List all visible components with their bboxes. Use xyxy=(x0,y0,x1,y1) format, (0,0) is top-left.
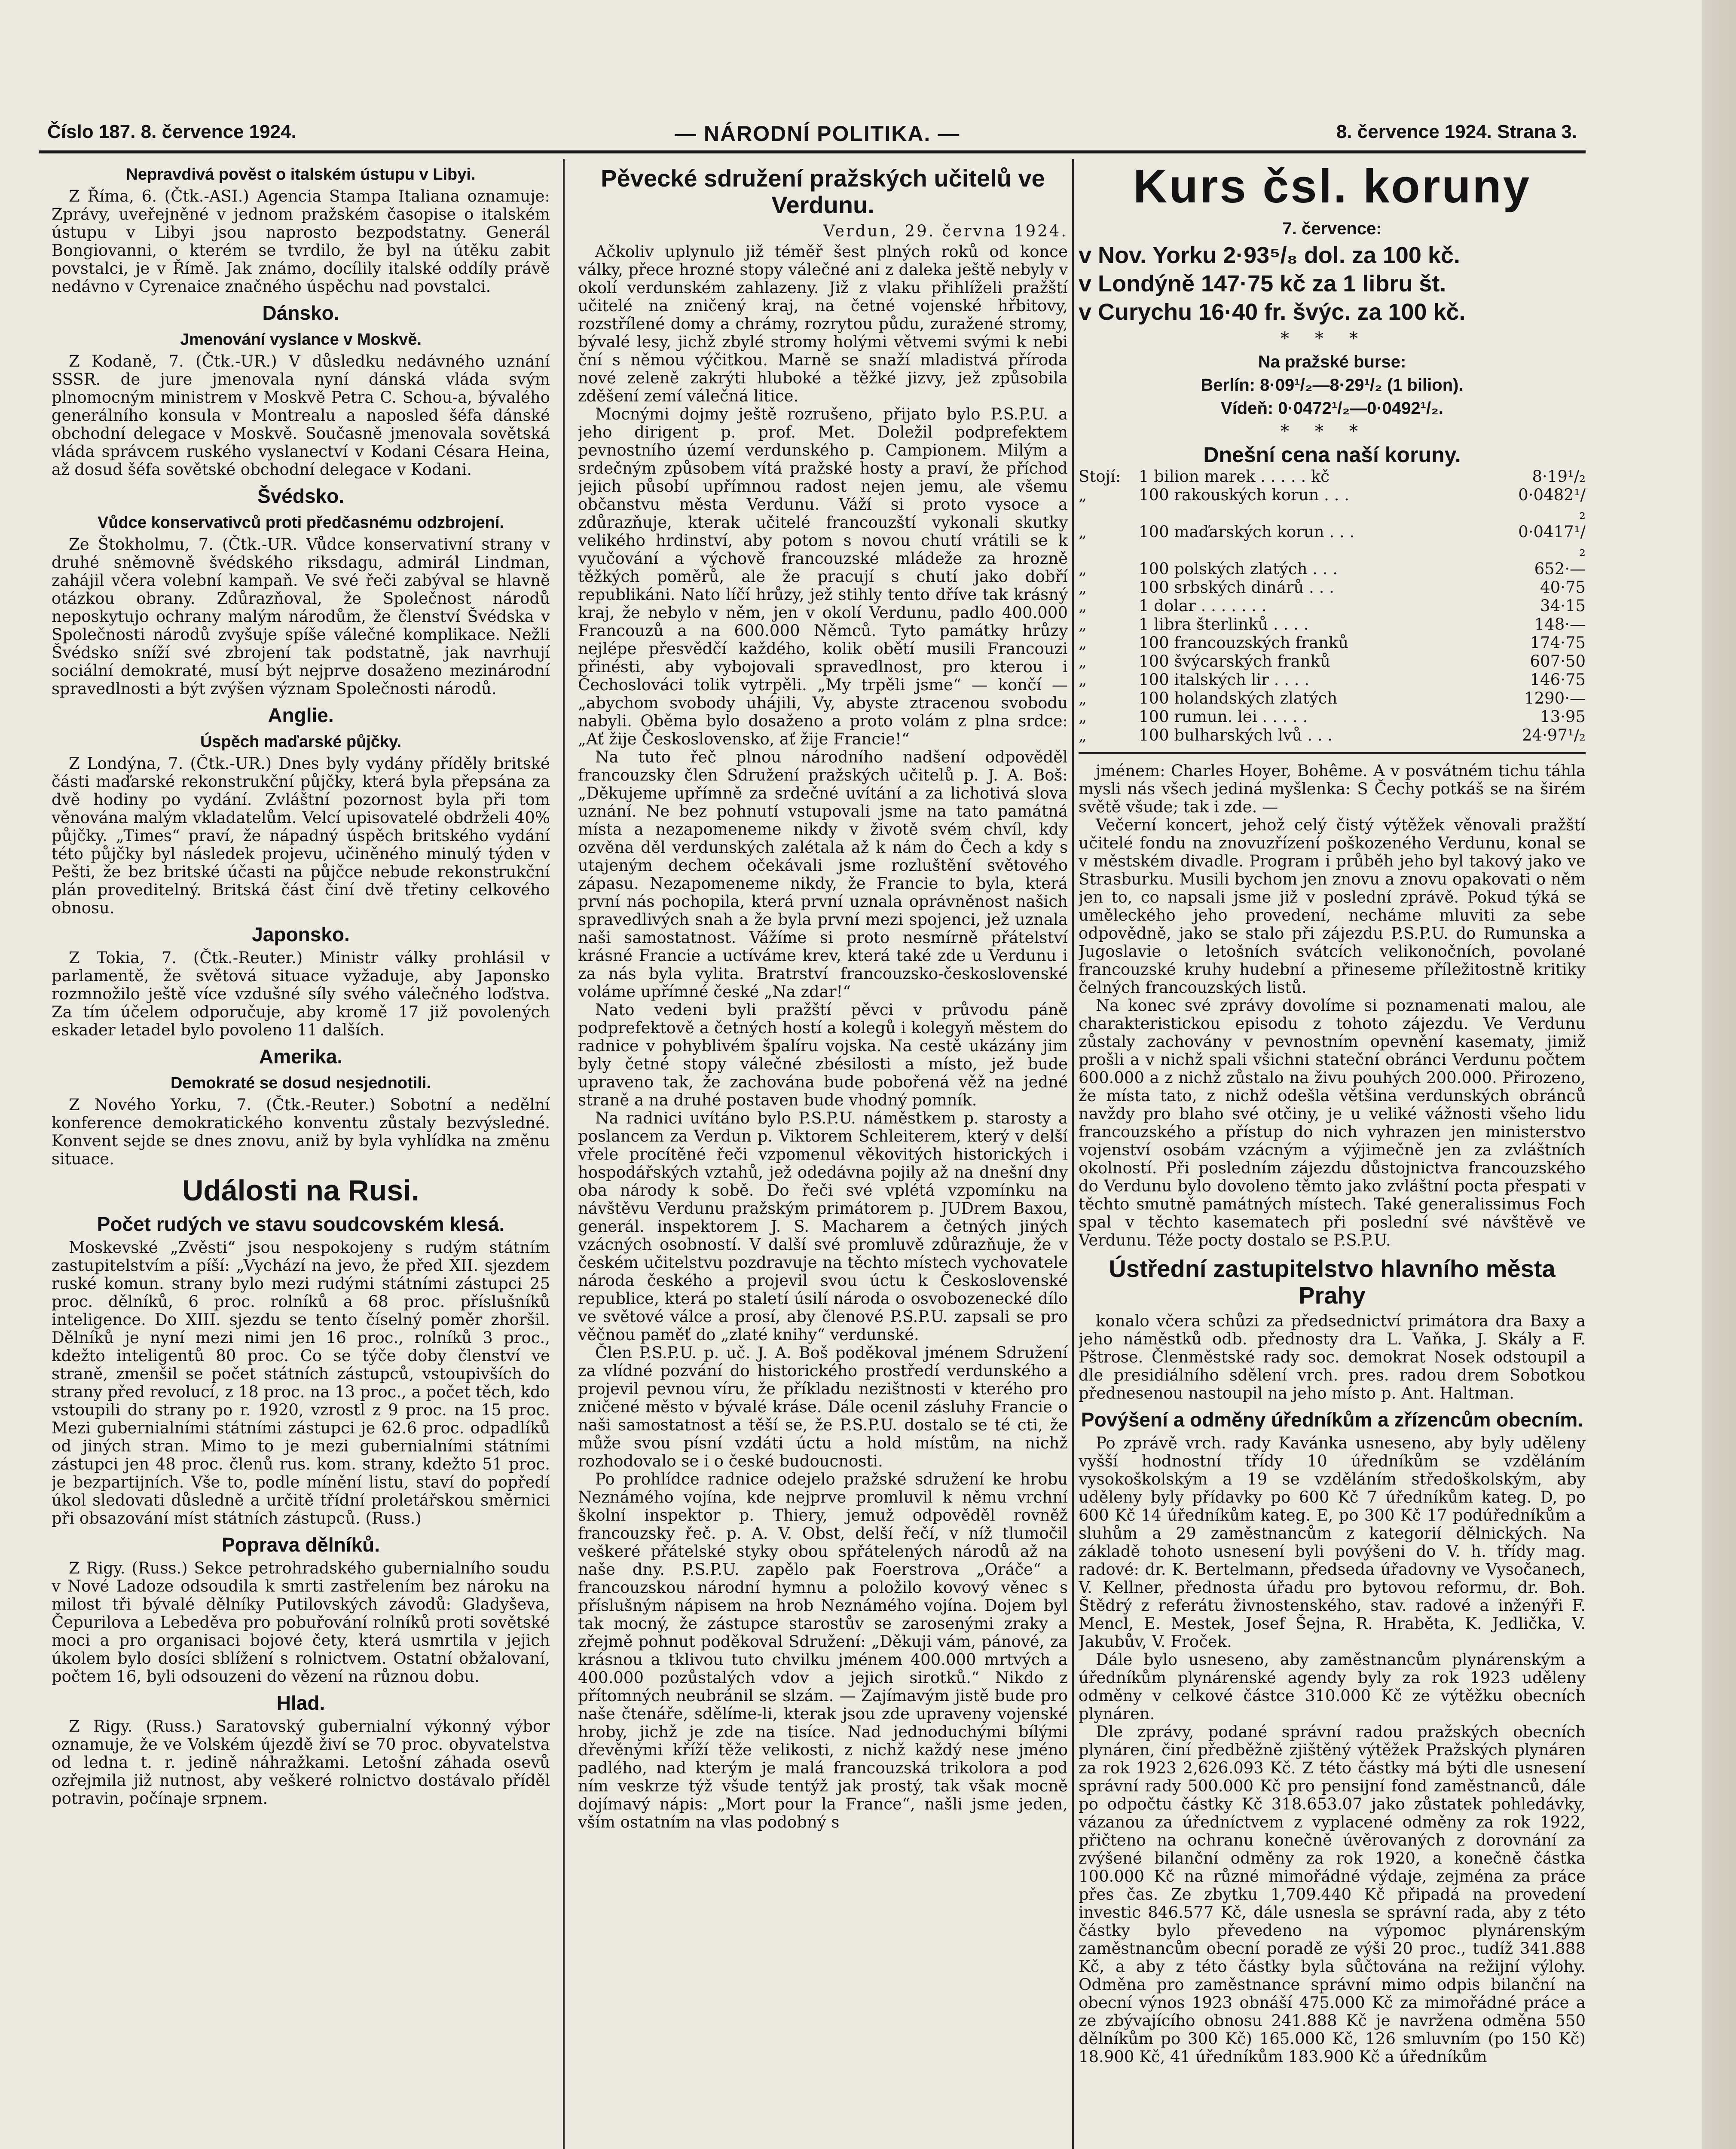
masthead-title: — NÁRODNÍ POLITIKA. — xyxy=(675,122,960,146)
rate-prefix: „ xyxy=(1079,726,1087,744)
article-paragraph: Po prohlídce radnice odejelo pražské sdružení ke hrobu Neznámého vojína, kde nejprve promluvil k němu vrchní školní inspektor p. Thiery, jemuž odpověděl rovněž francouzsky řeč. p. A. V. Obst, delší řečí, v níž tlumočil veškeré přátelské styky obou spřátelených národů až na naše dny. P.S.P.U. zapělo pak Foerstrova „Oráče“ a francouzskou národní hymnu a položilo kovový věnec s příslušným nápisem na hrob Neznámého vojína. Dojem byl tak mocný, že zástupce starostův se zarosenými zraky a zřejmě pohnut poděkoval Sdružení: „Děkuji vám, pánové, za krásnou a tklivou tuto chvilku jménem 400.000 mrtvých a 400.000 pozůstalých vdov a jejich sirotků.“ Nikdo z přítomných neubránil se slzám. — Zajímavým jistě bude pro naše čtenáře, sdělíme-li, kterak jsou zde upraveny vojenské hroby, jichž je zde na tisíce. Nad jednoduchými bílými dřevěnými kříží těže velikosti, z nichž každý nese jméno padlého, nad kterým je malá francouzská trikolora a pod ním veskrze týž všude tentýž jak prostý, tak však mocně dojímavý nápis: „Mort pour la France“, našli jsme jeden, vším ostatním na vlas podobný s xyxy=(578,1470,1068,1831)
currency-rate-row xyxy=(1079,467,1586,486)
article-paragraph: Mocnými dojmy ještě rozrušeno, přijato bylo P.S.P.U. a jeho dirigent p. prof. Met. Doležil podprefektem pevnostního území verdunského p. Campionem. Milým a srdečným způsobem vítá pražské hosty a praví, že příchod jejich působí upřímnou radost nejen jemu, ale všemu občanstvu města Verdunu. Váží si proto vysoce a zdůrazňuje, kterak učitelé francouzští vykonali skutky velikého hrdinství, aby potom s novou chutí vrátili se k vyučování a výchově francouzské mládeže za hrozně těžkých poměrů, ale že pracují s chutí jako dobří republikáni. Nato líčí hrůzy, jež stihly tento dříve tak krásný kraj, že nebylo v něm, jen v okolí Verdunu, padlo 400.000 Francouzů a na 600.000 Němců. Tyto památky hrůzy nejlépe přesvědčí každého, kolik obětí musili Francouzi přinésti, aby vybojovali spravedlnost, pro kterou i Čechoslováci tolik vytrpěli. „My trpěli jsme“ — končí — „abychom svobody uhájili, Vy, abyste ztracenou svobodu nabyli. Oběma bylo dosaženo a proto volám z plna srdce: „Ať žije Československo, ať žije Francie!“ xyxy=(578,405,1068,748)
dateline: Verdun, 29. června 1924. xyxy=(823,222,1068,240)
rate-value: 146·75 xyxy=(1530,670,1586,689)
rate-value: 0·0482¹/₂ xyxy=(1518,486,1586,523)
currency-rate-row xyxy=(1079,615,1586,634)
article-paragraph: Po zprávě vrch. rady Kavánka usneseno, aby byly uděleny vyšší hodnostní třídy 10 úředníkům se vzděláním vysokoškolským a 19 se vzděláním středoškolským, aby uděleny byly přídavky po 600 Kč 7 úředníkům kateg. D, po 600 Kč 14 úředníkům kateg. E, po 300 Kč 17 podúředníkům a sluhům a 29 zaměstnancům z kategorií dělnických. Na základě tohoto usnesení byli povýšeni do V. h. třídy mag. radové: dr. K. Bertelmann, předseda úřadovny ve Vysočanech, V. Kellner, přednosta úřadu pro bytovou reformu, dr. Boh. Štědrý z referátu živnostenského, stav. radové a inženýři F. Mencl, E. Mestek, Josef Šejna, R. Hraběta, K. Jedlička, V. Jakubův, V. Froček. xyxy=(1079,1434,1586,1651)
rate-line: v Curychu 16·40 fr. švýc. za 100 kč. xyxy=(1079,299,1466,325)
article-paragraph: Z Říma, 6. (Čtk.-ASI.) Agencia Stampa Italiana oznamuje: Zprávy, uveřejněné v jednom pražském časopise o italském ústupu v Libyi jsou naprosto bezpodstatny. Generál Bongiovanni, o kterém se tvrdilo, že byl na útěku zabit povstalci, je v Římě. Jak známo, docílily italské oddíly právě nedávno v Cyrenaice značného úspěchu nad povstalci. xyxy=(52,187,550,296)
page-header xyxy=(39,116,1586,153)
rate-prefix: „ xyxy=(1079,578,1087,597)
article-paragraph: Z Rigy. (Russ.) Saratovský gubernialní výkonný výbor oznamuje, že ve Volském újezdě živí se 70 proc. obyvatelstva od ledna t. r. jedině náhražkami. Letošní záhada osevů ozřejmila již nutnost, aby veškeré rolnictvo dostávalo příděl potravin, počínaje srpnem. xyxy=(52,1717,550,1808)
rate-currency: 100 švýcarských franků xyxy=(1139,652,1330,670)
article-paragraph: Ačkoliv uplynulo již téměř šest plných roků od konce války, přece hrozné stopy válečné ani z daleka ještě nebyly v okolí verdunském zahlazeny. Již z vlaku přihlíželi pražští učitelé na zničený kraj, na četné vojenské hřbitovy, rozstřílené domy a chrámy, rozrytou půdu, zuražené stromy, bývalé lesy, jichž zbylé stromy holými větvemi svými k nebi ční s němou výčitkou. Marně se snaží mladistvá příroda nové zeleně zakrýti hluboké a těžké jizvy, jež způsobila zděšení zemí válečná litice. xyxy=(578,242,1068,405)
article-heading: Hlad. xyxy=(276,1692,325,1714)
rate-value: 1290·— xyxy=(1524,689,1586,707)
currency-rate-row xyxy=(1079,689,1586,707)
rate-prefix: „ xyxy=(1079,652,1087,670)
issue-number: Číslo 187. 8. července 1924. xyxy=(47,121,296,142)
article-paragraph: Večerní koncert, jehož celý čistý výtěžek věnovali pražští učitelé fondu na znovuzřízení poškozeného Verdunu, konal se v městském divadle. Program i průběh jeho byl takový jako ve Strasburku. Musili bychom jen znovu a znovu opakovati o něm jen to, co napsali jsme již v poslední zprávě. Pokud týká se uměleckého jeho provedení, necháme mluviti za sebe odpovědně, jako se stalo při zájezdu P.S.P.U. do Rumunska a Jugoslavie o letošních svátcích velikonočních, povolané francouzské kruhy hudební a přineseme příležitostně kritiky čelných francouzských listů. xyxy=(1079,816,1586,997)
page-number: 8. července 1924. Strana 3. xyxy=(1336,121,1577,142)
currency-rate-row xyxy=(1079,486,1586,523)
rate-currency: 100 bulharských lvů . . . xyxy=(1139,726,1333,744)
rate-value: 8·19¹/₂ xyxy=(1532,467,1586,486)
rate-currency: 100 rumun. lei . . . . . xyxy=(1139,707,1308,726)
rate-value: 148·— xyxy=(1534,615,1586,634)
article-paragraph: Člen P.S.P.U. p. uč. J. A. Boš poděkoval jménem Sdružení za vlídné pozvání do historického prostředí verdunského a projevil pevnou víru, že příkladu nezištnosti v kterého pro zničené město v bývalé kráse. Dále ocenil zásluhy Francie o naši samostatnost a těší se, že P.S.P.U. dostalo se té cti, že může svou písní vzdáti úctu a hold místům, na nichž rozhodovalo se i o české budoucnosti. xyxy=(578,1344,1068,1470)
rate-value: 0·0417¹/₂ xyxy=(1518,523,1586,560)
currency-rate-row xyxy=(1079,670,1586,689)
column-rule xyxy=(563,159,565,2149)
rate-currency: 1 dolar . . . . . . . xyxy=(1139,597,1267,615)
column-rule xyxy=(1072,159,1074,2149)
rate-value: 34·15 xyxy=(1540,597,1586,615)
article-heading: Události na Rusi. xyxy=(182,1174,419,1207)
article-paragraph: Dle zprávy, podané správní radou pražských obecních plynáren, činí předběžně zjištěný výtěžek Pražských plynáren za rok 1923 2,626.093 Kč. Z této částky má býti dle usnesení správní rady 500.000 Kč pro pensijní fond zaměstnanců, dále po odpočtu částky Kč 318.653.07 jako zůstatek pohledávky, vázanou za úředníctvem z vyplacené odměny za rok 1922, přičteno na ochranu konečně úvěrovaných z dorovnání za zvýšené bilanční odměny za rok 1920, a konečně částka 100.000 Kč na různé mimořádné výdaje, zejména za práce přes čas. Ze zbytku 1,709.440 Kč připadá na provedení investic 846.577 Kč, dále usnesla se správní rada, aby z této částky bylo převedeno na výpomoc plynárenským zaměstnancům obecní poradě ze výši 20 proc., tudíž 341.888 Kč, a aby z této částky byla sůčtována na režijní výlohy. Odměna pro zaměstnance správní mimo odpis bilanční na obecní výnos 1923 obnáší 475.000 Kč za mimořádné práce a ze zbývajícího obnosu 241.888 Kč je navržena odměna 550 dělníkům po 300 Kč) 165.000 Kč, 126 smluvním (po 150 Kč) 18.900 Kč, 41 úředníkům 183.900 Kč a úředníkům xyxy=(1079,1723,1586,2066)
rate-currency: 100 italských lir . . . . xyxy=(1139,670,1310,689)
rate-value: 607·50 xyxy=(1530,652,1586,670)
currency-rate-row xyxy=(1079,707,1586,726)
article-paragraph: jménem: Charles Hoyer, Bohême. A v posvátném tichu táhla mysli nás všech jediná myšlenka: S Čechy potkáš se na širém světě všude; tak i zde. — xyxy=(1079,762,1586,816)
bourse-vienna: Vídeň: 0·0472¹/₂—0·0492¹/₂. xyxy=(1221,399,1443,418)
currency-rate-row xyxy=(1079,578,1586,597)
rate-line: v Nov. Yorku 2·93⁵/₈ dol. za 100 kč. xyxy=(1079,242,1461,268)
rate-value: 652·— xyxy=(1534,560,1586,578)
rate-prefix: „ xyxy=(1079,670,1087,689)
rate-prefix: Stojí: xyxy=(1079,467,1121,486)
rate-currency: 1 bilion marek . . . . . kč xyxy=(1139,467,1330,486)
article-paragraph: Z Rigy. (Russ.) Sekce petrohradského gubernialního soudu v Nové Ladoze odsoudila k smrti zastřelením bez nároku na milost tři bývalé dělníky Putilovských závodů: Gladyševa, Čepurilova a Lebeděva pro pobuřování rolníků proti sovětské moci a pro organisaci bojové čety, která usmrtila v jejich úkolem bylo dosíci sblížení s rolnictvem. Ostatní obžalovaní, počtem 16, byli odsouzeni do vězení na různou dobu. xyxy=(52,1559,550,1686)
rate-prefix: „ xyxy=(1079,615,1087,634)
article-paragraph: konalo včera schůzi za předsednictví primátora dra Baxy a jeho náměstků odb. přednosty dra L. Vaňka, J. Skály a F. Pštrose. Členměstské rady soc. demokrat Nosek odstoupil a dle presidiálního sdělení vrch. pres. radou drem Sobotkou přednesenou nastoupil na jeho místo p. Ant. Haltman. xyxy=(1079,1312,1586,1402)
article-heading: Ústřední zastupitelstvo hlavního města Prahy xyxy=(1109,1255,1556,1309)
article-paragraph: Na konec své zprávy dovolíme si poznamenati malou, ale charakteristickou episodu z tohoto zájezdu. Ve Verdunu zůstaly zachovány v pevnostním opevnění kasematy, jimiž prošli a v nichž spali všichni stateční obránci Verdunu počtem 600.000 a z nichž zůstalo na živu pouhých 200.000. Přirozeno, že místa tato, z nichž odešla většina verdunských obránců navždy pro blaho své otčiny, je u veliké vážnosti všeho lidu francouzského a přístup do nich vyhrazen jen ministerstvo vojenství osobám vzácným a výjimečně jen za zvláštních okolností. Při posledním zájezdu důstojnictva francouzského do Verdunu bylo dovoleno těmto jako zvláštní pocta přespati v těchto smutně památných místech. Také generalissimus Foch spal v těchto kasematech při poslední své návštěvě ve Verdunu. Téže pocty dostalo se P.S.P.U. xyxy=(1079,996,1586,1249)
exchange-rate-title: Kurs čsl. koruny xyxy=(1133,160,1531,213)
article-heading: Poprava dělníků. xyxy=(221,1534,380,1556)
article-paragraph: Z Londýna, 7. (Čtk.-UR.) Dnes byly vydány příděly britské části maďarské rekonstrukční půjčky, která byla přepsána za dvě hodiny po vydání. Zvláštní pozornost byla při tom věnována malým vkladatelům. Velcí upisovatelé obdrželi 40% půjčky. „Times“ praví, že nápadný úspěch britského vydání této půjčky byl následek projevu, učiněného minulý týden v Pešti, že bez britské účasti na půjčce nebude rekonstrukční plán proveditelný. Britská část činí dvě třetiny celkového obnosu. xyxy=(52,754,550,917)
column-3-articles xyxy=(1079,762,1586,2066)
currency-rate-row xyxy=(1079,560,1586,578)
page-edge xyxy=(1702,0,1736,2149)
article-heading: Jmenování vyslance v Moskvě. xyxy=(180,331,422,349)
rate-prefix: „ xyxy=(1079,634,1087,652)
article-paragraph: Z Nového Yorku, 7. (Čtk.-Reuter.) Sobotní a nedělní konference demokratického konventu zůstaly bezvýsledné. Konvent sejde se dnes znovu, aniž by byla vyhlídka na změnu situace. xyxy=(52,1096,550,1168)
currency-rate-row xyxy=(1079,634,1586,652)
currency-price-heading: Dnešní cena naší koruny. xyxy=(1203,443,1461,467)
rate-prefix: „ xyxy=(1079,486,1087,504)
article-paragraph: Moskevské „Zvěsti“ jsou nespokojeny s rudým státním zastupitelstvím a píší: „Vychází na jevo, že před XII. sjezdem ruské komun. strany bylo mezi rudými státními zástupci 25 proc. dělníků, 6 proc. rolníků a 68 proc. příslušníků inteligence. Do XIII. sjezdu se tento číselný poměr zhoršil. Dělníků je nyní mezi nimi jen 16 proc., rolníků 3 proc., kdežto inteligentů 80 proc. Co se týče doby členství ve straně, zmenšil se počet státních zástupců, vstoupivších do strany před revolucí, z 18 proc. na 13 proc., a počet těch, kdo vstoupili do strany po r. 1920, vzrostl z 9 proc. na 15 proc. Mezi gubernialními státními zástupci je 62.6 proc. odpadlíků od jiných stran. Mimo to je mezi gubernialními státními zástupci jen 48 proc. členů rus. kom. strany, kdežto 51 proc. je bezpartijních. Vše to, podle mínění listu, staví do popředí úkol sledovati důsledně a určitě třídní proletářskou směrnici při obsazování míst státních zástupců. (Russ.) xyxy=(52,1238,550,1528)
currency-rate-row xyxy=(1079,597,1586,615)
rate-currency: 100 holandských zlatých xyxy=(1139,689,1338,707)
separator-stars: *** xyxy=(1281,422,1384,441)
article-paragraph: Z Tokia, 7. (Čtk.-Reuter.) Ministr války prohlásil v parlamentě, že světová situace vyžaduje, aby Japonsko rozmnožilo ještě více vzdušné síly svého válečného loďstva. Za tím účelem odporučuje, aby kromě 17 již povolených eskader letadel bylo povoleno 11 dalších. xyxy=(52,949,550,1039)
exchange-rate-box xyxy=(1079,159,1586,754)
article-paragraph: Na radnici uvítáno bylo P.S.P.U. náměstkem p. starosty a poslancem za Verdun p. Viktorem Schleiterem, který v delší vřele procítěné řeči vzpomenul věkovitých historických i hospodářských vztahů, jež odedávna pojily až na dnešní dny oba národy k sobě. Do řeči své vplétá vzpomínku na návštěvu Verdunu pražským primátorem p. JUDrem Baxou, generál. inspektorem J. S. Macharem a četných jiných vzácných osobností. V další své promluvě zdůrazňuje, že v českém učitelstvu pozdravuje na těchto místech vychovatele národa českého a projevil svou úctu k Československé republice, která po staletí úsilí národa o osvobozenecké dílo ve světové válce a prosí, aby členové P.S.P.U. zapsali se pro věčnou paměť do „zlaté knihy“ verdunské. xyxy=(578,1109,1068,1344)
column-3 xyxy=(1079,159,1586,2149)
rate-currency: 100 rakouských korun . . . xyxy=(1139,486,1349,504)
currency-rate-row xyxy=(1079,523,1586,560)
article-heading: Úspěch maďarské půjčky. xyxy=(200,733,402,751)
article-heading: Amerika. xyxy=(259,1045,343,1068)
exchange-rate-date: 7. července: xyxy=(1282,219,1382,238)
rate-prefix: „ xyxy=(1079,689,1087,707)
separator-stars: *** xyxy=(1281,329,1384,349)
bourse-berlin: Berlín: 8·09¹/₂—8·29¹/₂ (1 bilion). xyxy=(1201,376,1464,395)
currency-rate-row xyxy=(1079,726,1586,744)
article-heading: Povýšení a odměny úředníkům a zřízencům obecním. xyxy=(1081,1408,1583,1431)
bourse-heading: Na pražské burse: xyxy=(1258,352,1406,371)
rate-currency: 100 francouzských franků xyxy=(1139,634,1349,652)
rate-value: 13·95 xyxy=(1540,707,1586,726)
article-heading: Japonsko. xyxy=(252,923,350,946)
article-heading: Demokraté se dosud nesjednotili. xyxy=(170,1074,431,1092)
rate-prefix: „ xyxy=(1079,597,1087,615)
currency-rate-row xyxy=(1079,652,1586,670)
article-heading: Počet rudých ve stavu soudcovském klesá. xyxy=(97,1213,505,1235)
article-paragraph: Dále bylo usneseno, aby zaměstnancům plynárenským a úředníkům plynárenské agendy byly za rok 1923 uděleny odměny v celkové částce 310.000 Kč ze výtěžku obecních plynáren. xyxy=(1079,1650,1586,1723)
rate-prefix: „ xyxy=(1079,707,1087,726)
rate-line: v Londýně 147·75 kč za 1 libru št. xyxy=(1079,271,1446,297)
column-2 xyxy=(578,159,1068,2149)
article-paragraph: Z Kodaně, 7. (Čtk.-UR.) V důsledku nedávného uznání SSSR. de jure jmenovala nyní dánská vláda svým plnomocným ministrem v Moskvě Petra C. Schou-a, bývalého generálního konsula v Montrealu a naposled šéfa dánské obchodní delegace v Moskvě. Současně jmenovala sovětská vláda správcem ruského vyslanectví v Kodani Césara Heina, až dosud šéfa sovětské obchodní delegace v Kodani. xyxy=(52,352,550,479)
article-heading: Švédsko. xyxy=(257,485,344,507)
rate-currency: 100 maďarských korun . . . xyxy=(1139,523,1355,541)
column-1 xyxy=(52,159,550,2149)
article-paragraph: Na tuto řeč plnou národního nadšení odpověděl francouzsky člen Sdružení pražských učitelů p. J. A. Boš: „Děkujeme upřímně za srdečné uvítání a za lichotivá slova uznání. Ne bez pohnutí vstupovali jsme na tato památná místa a nezapomeneme nikdy v životě svém chvíl, kdy ozvěna děl verdunských zalétala až k nám do Čech a kdy s utajeným dechem očekávali jsme rozluštění světového zápasu. Nezapomeneme nikdy, že Francie to byla, která první nás pochopila, která první uznala oprávněnost našich spravedlivých snah a že byla první mezi spojenci, jež uznala naši samostatnost. Vážíme si proto nesmírně přátelství krásné Francie a uctíváme krev, která také zde u Verdunu i za nás byla vylita. Bratrství francouzsko-československé voláme upřímné české „Na zdar!“ xyxy=(578,748,1068,1001)
article-paragraph: Ze Štokholmu, 7. (Čtk.-UR. Vůdce konservativní strany v druhé sněmovně švédského riksdagu, admirál Lindman, zahájil včera volební kampaň. Ve své řeči zabýval se hlavně otázkou obrany. Zdůrazňoval, že Společnost národů neposkytujo ochrany malým národům, že členství Švédska v Společnosti národů zvyšuje spíše válečné komplikace. Nežli Švédsko sníží své zbrojení tak podstatně, jak navrhují sociální demokraté, musí být nejprve dosaženo mezinárodní spravedlnosti a být zvýšen význam Společnosti národů. xyxy=(52,535,550,698)
article-heading: Nepravdivá pověst o italském ústupu v Libyi. xyxy=(126,165,476,184)
rate-value: 24·97¹/₂ xyxy=(1522,726,1586,744)
article-paragraph: Nato vedeni byli pražští pěvci v průvodu páně podprefektově a četných hostí a kolegů i kolegyň městem do radnice v pohyblivém špalíru vojska. Na cestě ukázány jim byly četné stopy válečné zbésilosti a místo, jež bude upraveno tak, že zachována bude pobořená věž na jedné straně a na druhé postaven bude vhodný pomník. xyxy=(578,1001,1068,1109)
article-heading: Dánsko. xyxy=(262,302,339,324)
divider xyxy=(1079,752,1586,754)
article-heading: Pěvecké sdružení pražských učitelů ve Verdunu. xyxy=(601,165,1045,218)
article-heading: Vůdce konservativců proti předčasnému odzbrojení. xyxy=(97,514,504,532)
rate-prefix: „ xyxy=(1079,523,1087,541)
article-heading: Anglie. xyxy=(268,704,334,726)
currency-rate-table xyxy=(1079,467,1586,744)
rate-currency: 1 libra šterlinků . . . . xyxy=(1139,615,1309,634)
rate-currency: 100 srbských dinárů . . . xyxy=(1139,578,1334,597)
rate-value: 40·75 xyxy=(1540,578,1586,597)
rate-currency: 100 polských zlatých . . . xyxy=(1139,560,1338,578)
rate-value: 174·75 xyxy=(1530,634,1586,652)
rate-prefix: „ xyxy=(1079,560,1087,578)
